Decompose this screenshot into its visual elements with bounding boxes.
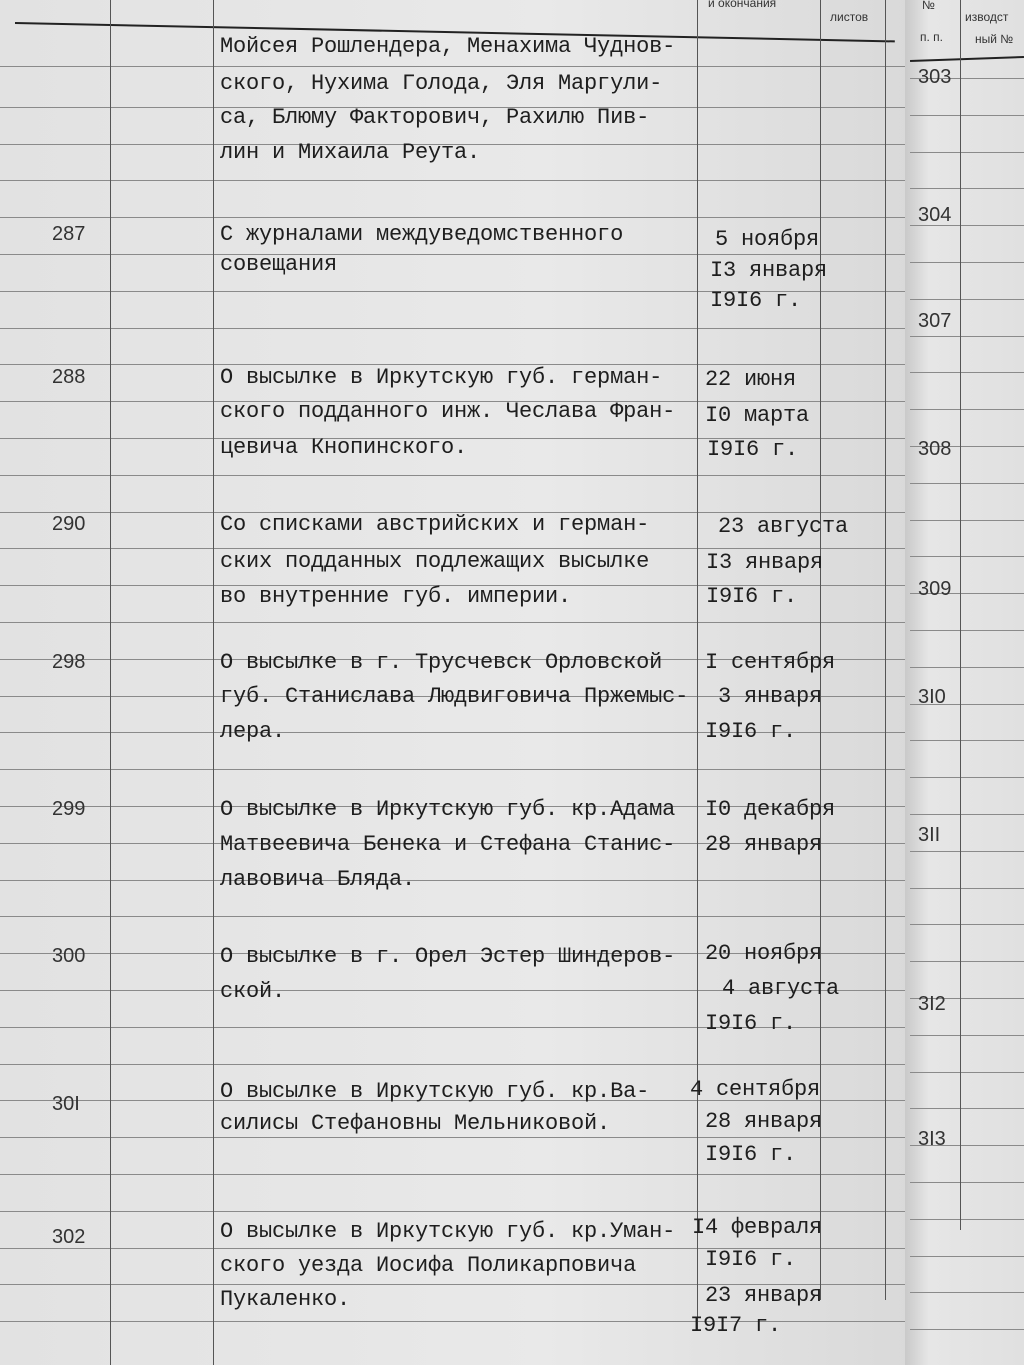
entry-title-line: О высылке в г. Орел Эстер Шиндеров-: [220, 944, 676, 969]
ruled-line: [910, 888, 1024, 889]
entry-date: I9I6 г.: [705, 1011, 797, 1036]
entry-date: 4 августа: [722, 976, 840, 1001]
ruled-line: [0, 1211, 905, 1212]
ruled-line: [0, 475, 905, 476]
entry-date: I9I6 г.: [710, 288, 802, 313]
entry-date: 20 ноября: [705, 941, 823, 966]
facing-page-number: 3I2: [918, 993, 946, 1015]
entry-date: I9I7 г.: [690, 1313, 782, 1338]
ruled-line: [910, 556, 1024, 557]
entry-title-line: во внутренние губ. империи.: [220, 584, 572, 609]
entry-date: I9I6 г.: [705, 1142, 797, 1167]
entry-number: 302: [52, 1226, 86, 1248]
column-divider: [697, 0, 698, 1330]
ruled-line: [910, 483, 1024, 484]
ruled-line: [910, 667, 1024, 668]
ruled-line: [910, 814, 1024, 815]
ruled-line: [910, 1072, 1024, 1073]
ruled-line: [910, 115, 1024, 116]
entry-title-line: Матвеевича Бенека и Стефана Станис-: [220, 832, 676, 857]
entry-title-line: ского уезда Иосифа Поликарповича: [220, 1253, 637, 1278]
entry-date: I9I6 г.: [707, 437, 799, 462]
entry-date: I9I6 г.: [705, 1247, 797, 1272]
entry-title-line: лера.: [220, 719, 286, 744]
ruled-line: [910, 1182, 1024, 1183]
ruled-line: [0, 328, 905, 329]
entry-date: I4 февраля: [692, 1215, 823, 1240]
entry-title-line: цевича Кнопинского.: [220, 435, 468, 460]
entry-title-line: ских подданных подлежащих высылке: [220, 549, 650, 574]
header-sheets: листов: [830, 10, 869, 24]
entry-title-line: О высылке в Иркутскую губ. кр.Ва-: [220, 1079, 650, 1104]
entry-date: I3 января: [706, 550, 824, 575]
entry-title-line: силисы Стефановны Мельниковой.: [220, 1111, 611, 1136]
entry-title-line: лин и Михаила Реута.: [220, 140, 481, 165]
ruled-line: [910, 152, 1024, 153]
header-dates: и окончания: [708, 0, 777, 10]
entry-date: 5 ноября: [715, 227, 820, 252]
entry-date: 4 сентября: [690, 1077, 821, 1102]
entry-title-line: Со списками австрийских и герман-: [220, 512, 650, 537]
entry-date: 28 января: [705, 1109, 823, 1134]
ruled-line: [0, 1064, 905, 1065]
entry-title-line: совещания: [220, 252, 338, 277]
column-divider: [960, 0, 961, 1230]
ruled-line: [910, 188, 1024, 189]
entry-title-line: лавовича Бляда.: [220, 867, 416, 892]
entry-date: I сентября: [705, 650, 836, 675]
facing-page-number: 308: [918, 438, 952, 460]
facing-page-number: 303: [918, 66, 952, 88]
ruled-line: [0, 880, 905, 881]
entry-date: 23 января: [705, 1283, 823, 1308]
entry-title-line: ского подданного инж. Чеслава Фран-: [220, 399, 676, 424]
facing-page-number: 3II: [918, 824, 941, 846]
entry-number: 30I: [52, 1093, 80, 1115]
ruled-line: [0, 66, 905, 67]
entry-number: 287: [52, 223, 86, 245]
ruled-line: [910, 630, 1024, 631]
header-number: №: [922, 0, 935, 12]
ruled-line: [910, 924, 1024, 925]
entry-title-line: са, Блюму Факторович, Рахилю Пив-: [220, 105, 650, 130]
ruled-line: [910, 1329, 1024, 1330]
ruled-line: [910, 1035, 1024, 1036]
entry-title-line: С журналами междуведомственного: [220, 222, 624, 247]
ruled-line: [0, 217, 905, 218]
entry-date: 22 июня: [705, 367, 797, 392]
entry-date: I0 декабря: [705, 797, 836, 822]
column-divider: [885, 0, 886, 1300]
entry-title-line: О высылке в Иркутскую губ. кр.Адама: [220, 797, 676, 822]
ruled-line: [910, 1256, 1024, 1257]
entry-title-line: губ. Станислава Людвиговича Пржемыс-: [220, 684, 689, 709]
ruled-line: [0, 1174, 905, 1175]
entry-date: I0 марта: [705, 403, 810, 428]
ruled-line: [910, 520, 1024, 521]
entry-date: 28 января: [705, 832, 823, 857]
facing-page-number: 3I0: [918, 686, 946, 708]
ruled-line: [0, 769, 905, 770]
ruled-line: [0, 916, 905, 917]
ruled-line: [0, 1137, 905, 1138]
column-divider: [213, 0, 214, 1365]
ruled-line: [910, 336, 1024, 337]
ruled-line: [0, 180, 905, 181]
entry-number: 300: [52, 945, 86, 967]
ruled-line: [0, 622, 905, 623]
ruled-line: [910, 262, 1024, 263]
entry-title-line: О высылке в г. Трусчевск Орловской: [220, 650, 663, 675]
header-production: изводст: [965, 10, 1009, 24]
entry-date: I9I6 г.: [705, 719, 797, 744]
ruled-line: [910, 299, 1024, 300]
entry-title-line: О высылке в Иркутскую губ. герман-: [220, 365, 663, 390]
ruled-line: [910, 1108, 1024, 1109]
entry-number: 299: [52, 798, 86, 820]
entry-number: 288: [52, 366, 86, 388]
entry-number: 298: [52, 651, 86, 673]
entry-title-line: Мойсея Рошлендера, Менахима Чуднов-: [220, 34, 676, 59]
entry-date: I3 января: [710, 258, 828, 283]
entry-title-line: ской.: [220, 979, 286, 1004]
facing-page-number: 307: [918, 310, 952, 332]
ruled-line: [910, 409, 1024, 410]
entry-title-line: О высылке в Иркутскую губ. кр.Уман-: [220, 1219, 676, 1244]
facing-page-number: 304: [918, 204, 952, 226]
header-number-sub: п. п.: [920, 30, 943, 44]
entry-date: I9I6 г.: [706, 584, 798, 609]
entry-title-line: Пукаленко.: [220, 1287, 351, 1312]
entry-date: 23 августа: [718, 514, 849, 539]
entry-date: 3 января: [718, 684, 823, 709]
ruled-line: [910, 372, 1024, 373]
facing-page-number: 3I3: [918, 1128, 946, 1150]
ruled-line: [910, 851, 1024, 852]
entry-title-line: ского, Нухима Голода, Эля Маргули-: [220, 71, 663, 96]
facing-page-number: 309: [918, 578, 952, 600]
column-divider: [110, 0, 111, 1365]
ruled-line: [0, 254, 905, 255]
header-production-sub: ный №: [975, 32, 1014, 46]
ruled-line: [910, 740, 1024, 741]
entry-number: 290: [52, 513, 86, 535]
ruled-line: [910, 961, 1024, 962]
ruled-line: [910, 777, 1024, 778]
ruled-line: [910, 1219, 1024, 1220]
ruled-line: [910, 1292, 1024, 1293]
